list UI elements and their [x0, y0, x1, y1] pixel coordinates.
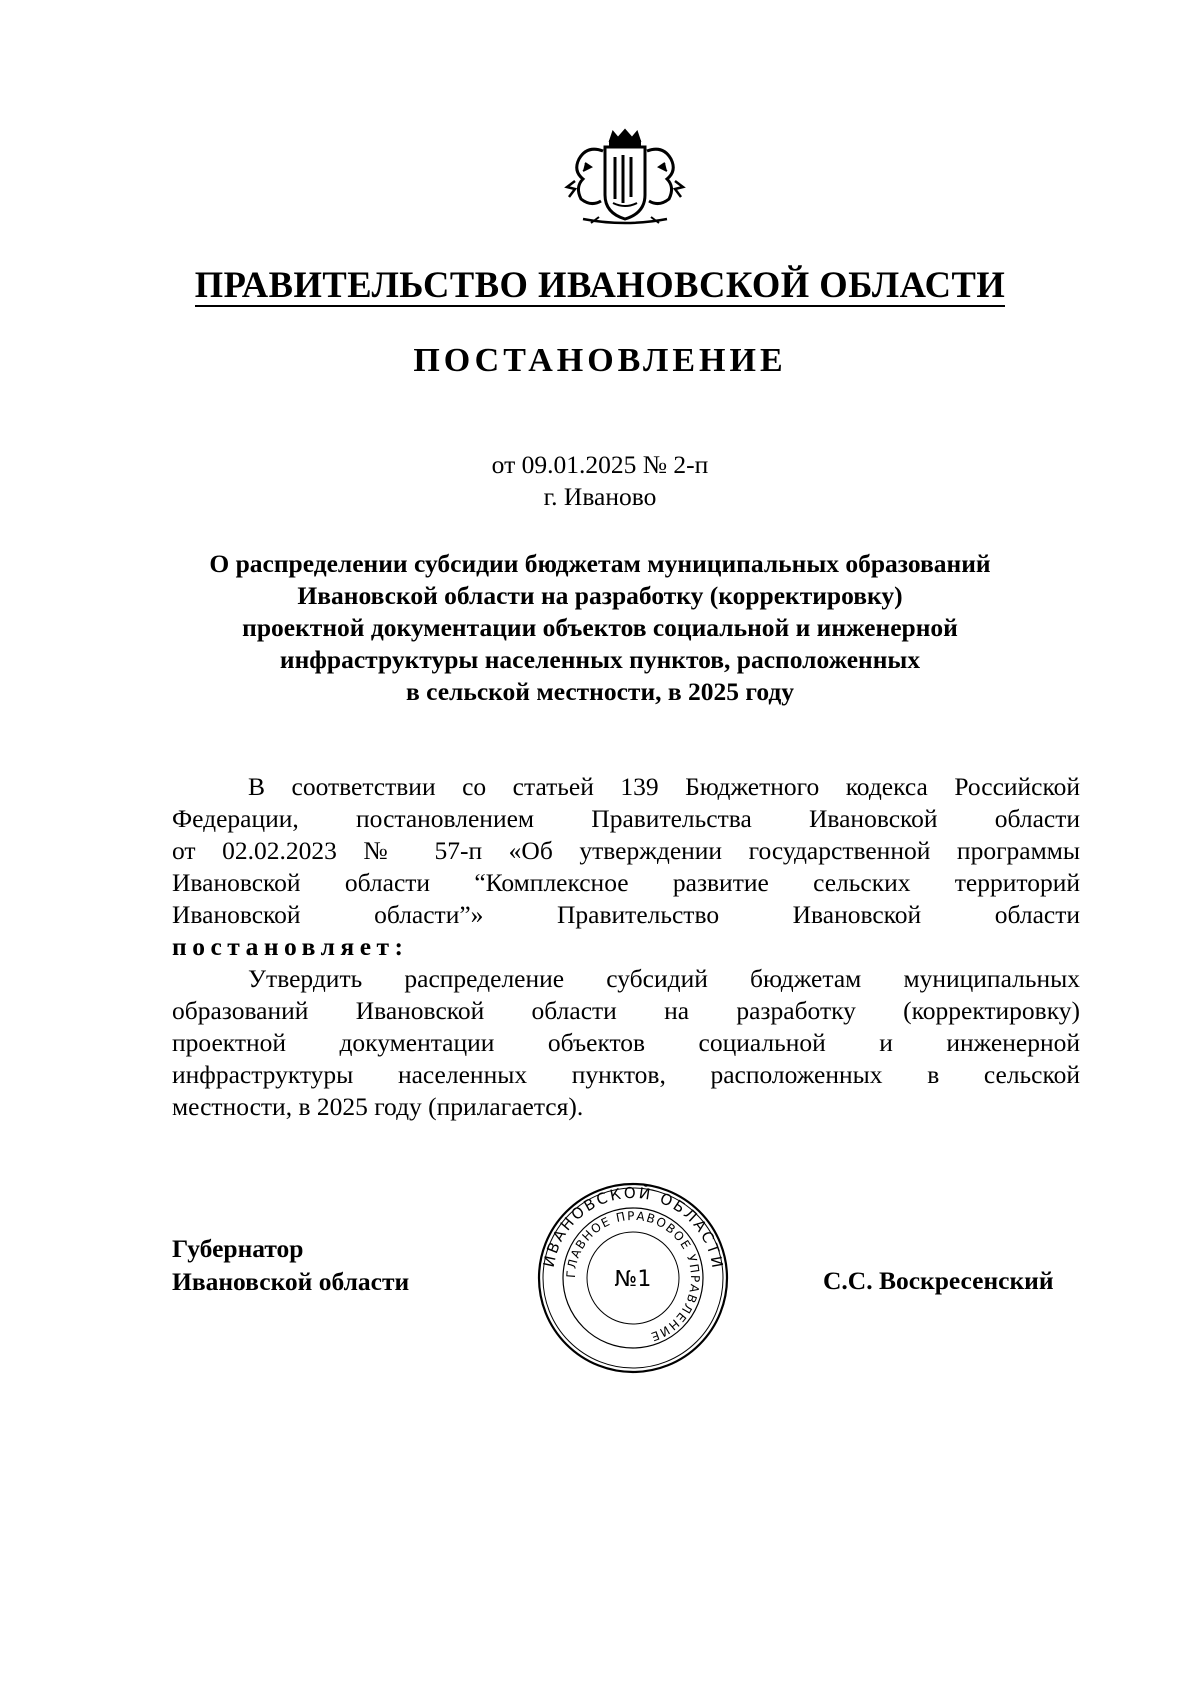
- document-date-number: от 09.01.2025 № 2-п: [491, 450, 709, 479]
- government-title: [0, 262, 1200, 308]
- subject-line: проектной документации объектов социальной и инженерной: [242, 613, 958, 642]
- document-subject: [0, 548, 1200, 708]
- body-line: инфраструктуры населенных пунктов, расположенных в сельской: [172, 1060, 1080, 1089]
- coat-of-arms-icon: [555, 127, 695, 231]
- seal-inner-text: ГЛАВНОЕ ПРАВОВОЕ УПРАВЛЕНИЕ: [563, 1208, 703, 1345]
- body-line: Ивановской области”» Правительство Ивановской области: [172, 900, 1080, 929]
- document-type: ПОСТАНОВЛЕНИЕ: [413, 342, 787, 379]
- body-line: Утвердить распределение субсидий бюджетам муниципальных: [248, 964, 1080, 993]
- seal-outer-text: ИВАНОВСКОЙ ОБЛАСТИ: [539, 1183, 727, 1272]
- signatory-name: С.С. Воскресенский: [823, 1266, 1054, 1295]
- body-line: от 02.02.2023 № 57-п «Об утверждении государственной программы: [172, 836, 1080, 865]
- body-line: местности, в 2025 году (прилагается).: [172, 1092, 584, 1121]
- round-seal-icon: [535, 1180, 731, 1376]
- body-line: В соответствии со статьей 139 Бюджетного кодекса Российской: [248, 772, 1080, 801]
- document-body: [172, 771, 1080, 1123]
- resolves-word: постановляет:: [172, 932, 409, 961]
- resolution-word-line: [172, 931, 1080, 963]
- signatory-position-line: Губернатор: [172, 1234, 304, 1263]
- government-name: ПРАВИТЕЛЬСТВО ИВАНОВСКОЙ ОБЛАСТИ: [194, 264, 1006, 305]
- seal-number: №1: [614, 1267, 652, 1292]
- body-line: образований Ивановской области на разработку (корректировку): [172, 996, 1080, 1025]
- signatory-position-line: Ивановской области: [172, 1267, 410, 1296]
- body-line: проектной документации объектов социальной и инженерной: [172, 1028, 1080, 1057]
- document-city: г. Иваново: [543, 482, 657, 511]
- body-line: Ивановской области “Комплексное развитие сельских территорий: [172, 868, 1080, 897]
- subject-line: инфраструктуры населенных пунктов, расположенных: [279, 645, 921, 674]
- subject-line: О распределении субсидии бюджетам муниципальных образований: [209, 549, 991, 578]
- body-line: Федерации, постановлением Правительства Ивановской области: [172, 804, 1080, 833]
- signatory-position: [172, 1232, 409, 1298]
- subject-line: Ивановской области на разработку (корректировку): [297, 581, 903, 610]
- subject-line: в сельской местности, в 2025 году: [405, 677, 795, 706]
